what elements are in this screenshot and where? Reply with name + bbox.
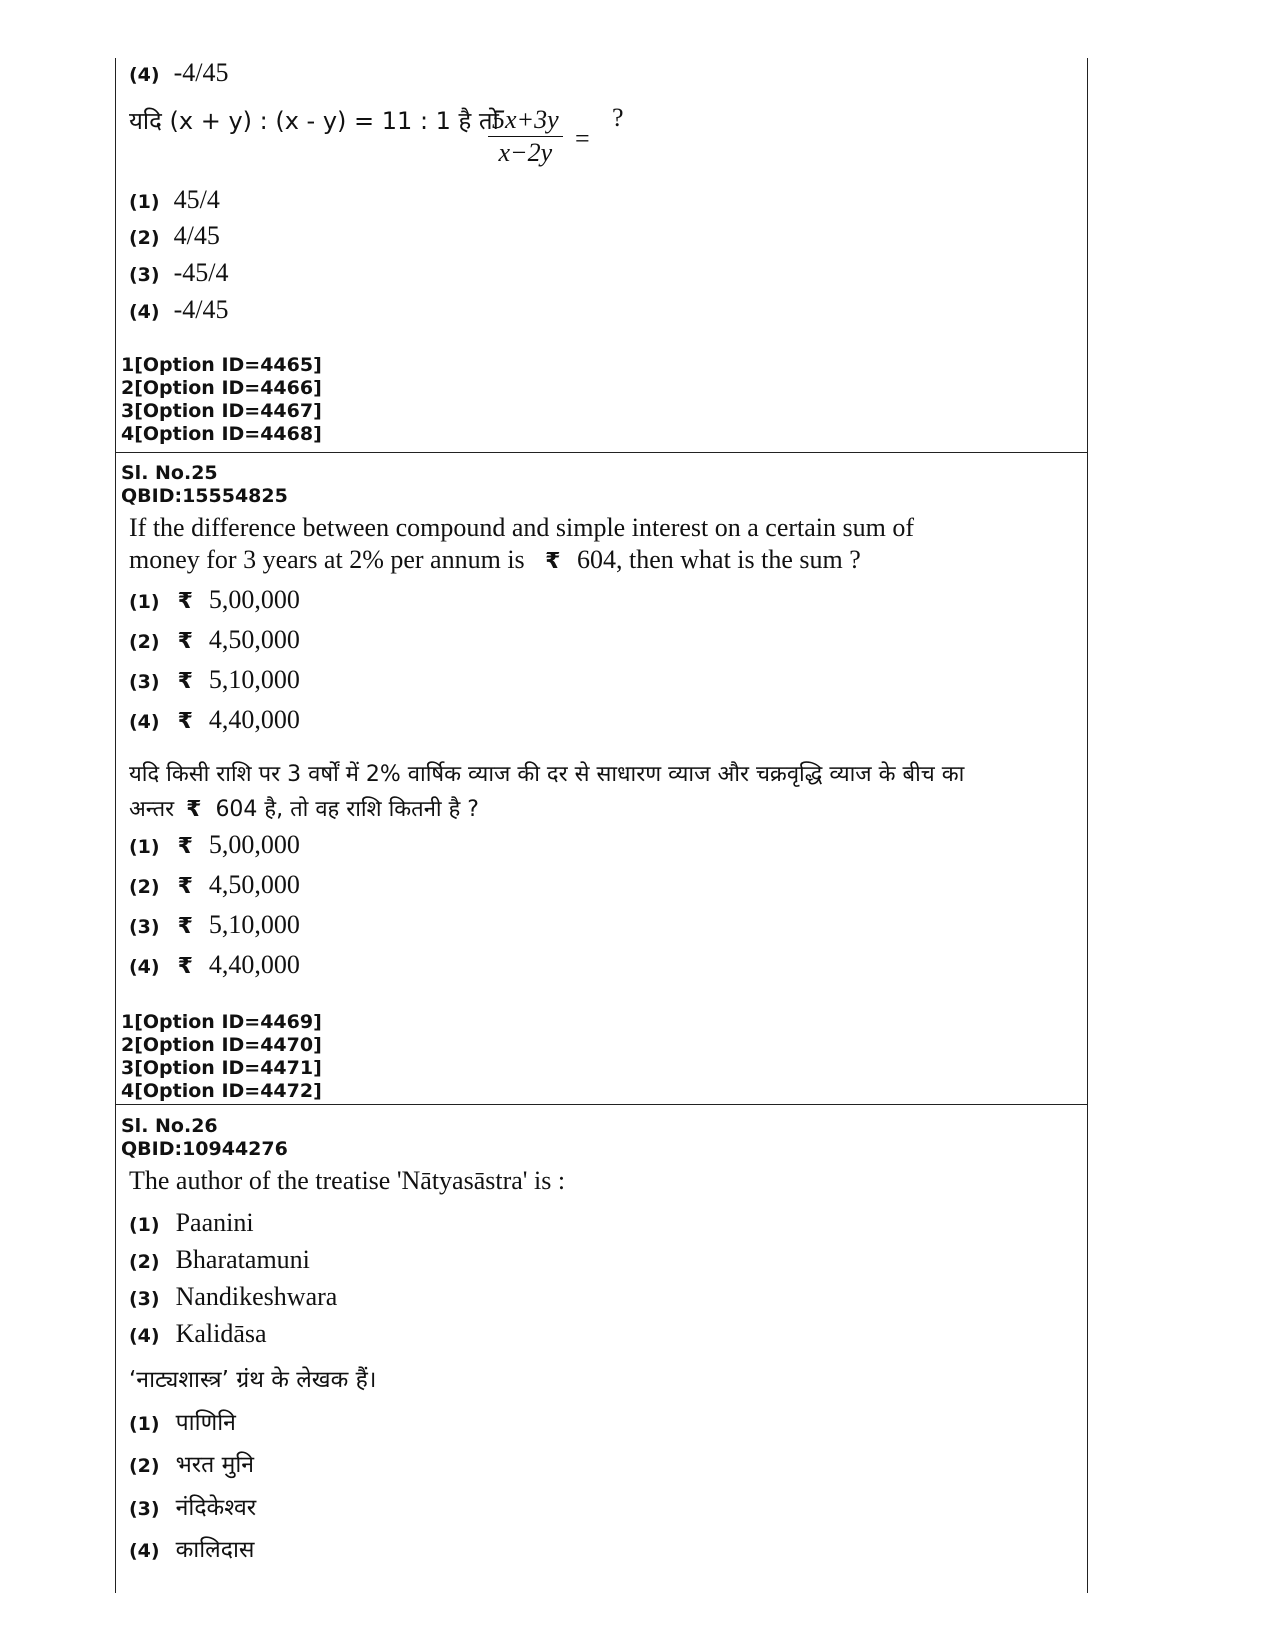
option-number: (2)	[129, 227, 160, 249]
fraction-denominator: x−2y	[498, 138, 553, 167]
rupee-icon: ₹	[186, 797, 202, 822]
question-text: यदि (x + y) : (x - y) = 11 : 1 है तो	[129, 107, 499, 135]
option-number: (2)	[129, 631, 160, 653]
option-text: भरत मुनि	[175, 1452, 255, 1478]
option-text: 5,00,000	[208, 830, 300, 859]
option-number: (4)	[129, 711, 160, 733]
option-item	[129, 830, 300, 860]
option-number: (2)	[129, 1455, 160, 1477]
option-text: -45/4	[173, 258, 229, 287]
english-question: The author of the treatise 'Nātyasāstra' is :	[129, 1166, 566, 1195]
option-text: पाणिनि	[175, 1410, 236, 1436]
option-item	[129, 1405, 236, 1437]
equals-sign: =	[575, 124, 590, 153]
option-id: 4[Option ID=4468]	[121, 423, 322, 445]
option-item	[129, 221, 220, 251]
option-id: 1[Option ID=4465]	[121, 354, 322, 376]
option-number: (4)	[129, 1540, 160, 1562]
option-item	[129, 665, 300, 695]
option-id-list	[121, 354, 322, 446]
rupee-icon: ₹	[177, 834, 193, 859]
option-text: Bharatamuni	[175, 1245, 310, 1274]
option-item	[129, 1245, 310, 1275]
question-mark: ?	[612, 103, 624, 132]
option-number: (1)	[129, 591, 160, 613]
option-number: (4)	[129, 301, 160, 323]
option-item	[129, 258, 228, 288]
fraction-numerator: 5x+3y	[488, 104, 563, 137]
option-id: 2[Option ID=4466]	[121, 377, 322, 399]
option-item	[129, 1532, 254, 1564]
qbid: QBID:15554825	[121, 485, 288, 507]
option-text: -4/45	[173, 295, 229, 324]
option-text: 5,00,000	[208, 585, 300, 614]
option-item	[129, 1490, 256, 1522]
option-text: 5,10,000	[208, 665, 300, 694]
option-number: (1)	[129, 836, 160, 858]
rupee-icon: ₹	[177, 914, 193, 939]
hindi-question-line: यदि किसी राशि पर 3 वर्षों में 2% वार्षिक व्याज की दर से साधारण व्याज और चक्रवृद्धि व्याज के बीच का	[129, 762, 965, 787]
option-item	[129, 870, 300, 900]
option-item	[129, 910, 300, 940]
option-item	[129, 1319, 267, 1349]
rupee-icon: ₹	[177, 629, 193, 654]
option-number: (3)	[129, 671, 160, 693]
option-item	[129, 1282, 337, 1312]
question-header-26	[121, 1115, 288, 1161]
option-number: (4)	[129, 1325, 160, 1347]
sl-no: Sl. No.26	[121, 1115, 218, 1137]
prev-option	[129, 58, 228, 88]
rupee-icon: ₹	[177, 669, 193, 694]
option-text: नंदिकेश्वर	[175, 1495, 257, 1521]
option-item	[129, 1208, 254, 1238]
option-text: 4,50,000	[208, 625, 300, 654]
question-header-25	[121, 462, 288, 508]
option-text: 4/45	[173, 221, 220, 250]
question-text: अन्तर	[129, 797, 175, 822]
option-text: Kalidāsa	[175, 1319, 267, 1348]
question-text: money for 3 years at 2% per annum is	[129, 545, 525, 574]
option-text: 4,50,000	[208, 870, 300, 899]
option-number: (3)	[129, 1498, 160, 1520]
english-question-line	[129, 545, 861, 575]
rupee-icon: ₹	[177, 589, 193, 614]
option-number: (2)	[129, 1251, 160, 1273]
option-text: 4,40,000	[208, 950, 300, 979]
option-text: Nandikeshwara	[175, 1282, 338, 1311]
option-text: कालिदास	[175, 1537, 255, 1563]
qbid: QBID:10944276	[121, 1138, 288, 1160]
option-id: 2[Option ID=4470]	[121, 1034, 322, 1056]
option-number: (2)	[129, 876, 160, 898]
option-text: 4,40,000	[208, 705, 300, 734]
question-text: 604 है, तो वह राशि कितनी है ?	[215, 797, 479, 822]
rupee-icon: ₹	[177, 874, 193, 899]
question-text: 604, then what is the sum ?	[576, 545, 861, 574]
rupee-icon: ₹	[545, 549, 561, 574]
rupee-icon: ₹	[177, 709, 193, 734]
option-id-list	[121, 1011, 322, 1103]
hindi-question-24	[129, 104, 499, 137]
option-text: -4/45	[173, 58, 229, 87]
option-text: 45/4	[173, 185, 220, 214]
fraction	[488, 104, 563, 169]
rupee-icon: ₹	[177, 954, 193, 979]
option-item	[129, 950, 300, 980]
hindi-question: ‘नाट्यशास्त्र’ ग्रंथ के लेखक हैं।	[129, 1367, 377, 1393]
sl-no: Sl. No.25	[121, 462, 218, 484]
option-item	[129, 185, 220, 215]
option-id: 4[Option ID=4472]	[121, 1080, 322, 1102]
option-item	[129, 625, 300, 655]
option-number: (3)	[129, 1288, 160, 1310]
option-number: (1)	[129, 1413, 160, 1435]
option-number: (3)	[129, 264, 160, 286]
option-id: 1[Option ID=4469]	[121, 1011, 322, 1033]
option-number: (3)	[129, 916, 160, 938]
option-number: (1)	[129, 1214, 160, 1236]
row-divider	[115, 1104, 1088, 1105]
option-item	[129, 1447, 254, 1479]
option-item	[129, 585, 300, 615]
option-number: (4)	[129, 64, 160, 86]
english-question-line: If the difference between compound and simple interest on a certain sum of	[129, 513, 915, 542]
hindi-question-line	[129, 793, 479, 823]
option-id: 3[Option ID=4471]	[121, 1057, 322, 1079]
option-item	[129, 705, 300, 735]
row-divider	[115, 452, 1088, 453]
option-id: 3[Option ID=4467]	[121, 400, 322, 422]
option-number: (4)	[129, 956, 160, 978]
option-text: Paanini	[175, 1208, 254, 1237]
option-number: (1)	[129, 191, 160, 213]
option-item	[129, 295, 228, 325]
option-text: 5,10,000	[208, 910, 300, 939]
